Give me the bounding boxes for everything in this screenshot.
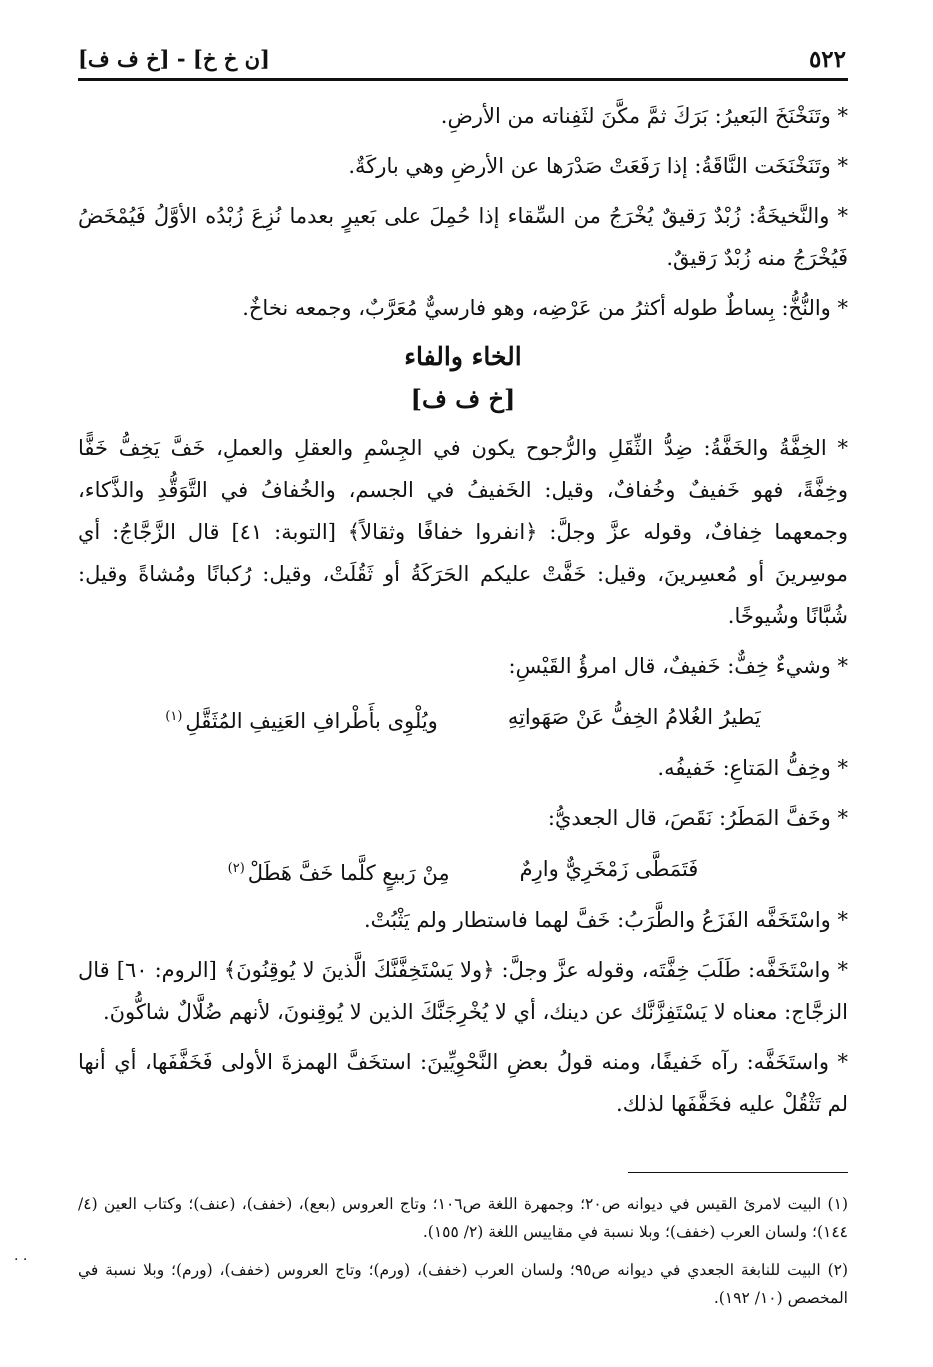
entry-khiffa: * الخِفَّةُ والخَفَّةُ: ضِدُّ الثِّقَلِ والرُّجوح يكون في الجِسْمِ والعقلِ والعملِ، خَفَّ يَخِفُّ خَفًّا وخِفَّةً، فهو خَفيفٌ وخُفافٌ، وقيل: الخَفيفُ في الجسم، والخُفافُ في التَّوَقُّدِ والذَّكاء، وجمعهما خِفافٌ، وقوله عزَّ وجلَّ: ﴿انفروا خفافًا وثقالاً﴾ [التوبة: ٤١] قال الزَّجَّاجُ: أي موسِرينَ أو مُعسِرينَ، وقيل: خَفَّتْ عليكم الحَرَكَةُ أو ثَقُلَتْ، وقيل: رُكبانًا ومُشاةً وقيل: شُبَّانًا وشُيوخًا.	[78, 436, 849, 628]
entry-nukh: * والنُّخُّ: بِساطٌ طوله أكثرُ من عَرْضِه، وهو فارسيٌّ مُعَرَّبٌ، وجمعه نخاخٌ.	[242, 296, 848, 320]
verse-second-text: مِنْ رَبيعٍ كلَّما خَفَّ هَطَلْ	[247, 861, 450, 885]
footnote-marker: (١)	[165, 709, 183, 724]
running-head: [ن خ خ] - [خ ف ف]	[78, 46, 270, 71]
verse-second-hemistich	[228, 847, 450, 895]
entry-shay-khiff: * وشيءٌ خِفٌّ: خَفيفٌ، قال امرؤُ القَيْسِ:	[508, 654, 848, 678]
verse-second-hemistich	[165, 695, 438, 743]
footnote-2: (٢) البيت للنابغة الجعدي في ديوانه ص٩٥؛ ولسان العرب (خفف)، (ورم)؛ وتاج العروس (خفف)، (ورم)؛ وبلا نسبة في المخصص (١٠/ ١٩٢).	[78, 1261, 849, 1307]
verse-jaadi	[78, 847, 848, 895]
section-title: الخاء والفاء	[404, 342, 522, 371]
margin-mark: . .	[14, 1248, 28, 1264]
entry-tanakhnakhat-naqa: * وتَنَخْنَخَت النَّاقَةُ: إذا رَفَعَتْ صَدْرَها عن الأرضِ وهي باركَةٌ.	[348, 154, 848, 178]
footnote-1: (١) البيت لامرئ القيس في ديوانه ص٢٠؛ وجمهرة اللغة ص١٠٦؛ وتاج العروس (بعع)، (خفف)، (عنف)؛ وكتاب العين (٤/ ١٤٤)؛ ولسان العرب (خفف)؛ وبلا نسبة في مقاييس اللغة (٢/ ١٥٥).	[78, 1195, 848, 1241]
verse-first-hemistich: فَتَمَطَّى زَمْخَرِيٌّ وارِمٌ	[519, 857, 699, 881]
footnote-marker: (٢)	[227, 861, 245, 876]
footnotes	[78, 1190, 848, 1322]
entry-istakhaffahu-raahu: * واستَخَفَّه: رآه خَفيفًا، ومنه قولُ بعضِ النَّحْوِيِّينَ: استخَفَّ الهمزةَ الأولى فَخَفَّفَها، أي أنها لم تَثْقُلْ عليه فخَفَّفَها لذلك.	[78, 1050, 848, 1116]
verse-imru-al-qays	[78, 695, 848, 743]
header-rule	[78, 78, 848, 81]
page-number: ٥٢٢	[808, 46, 846, 73]
entry-istakhaffahu-talaba: * واسْتَخَفَّه: طَلَبَ خِفَّتَه، وقوله عزَّ وجلَّ: ﴿ولا يَسْتَخِفَّنَّكَ الَّذينَ لا يُوقِنُونَ﴾ [الروم: ٦٠] قال الزجَّاج: معناه لا يَسْتَفِزَّنَّك عن دينك، أي لا يُخْرِجَنَّكَ الذين لا يُوقِنونَ، لأنهم ضُلَّالٌ شاكُّونَ.	[78, 958, 848, 1024]
entry-khiff-mataa: * وخِفُّ المَتاعِ: خَفيفُه.	[657, 756, 848, 780]
verse-second-text: ويُلْوِى بأَطْرافِ العَنِيفِ المُثَقَّلِ	[185, 709, 438, 733]
page-header	[78, 40, 846, 80]
entry-nakheekha: * والنَّخيخَةُ: زُبْدٌ رَقيقٌ يُخْرَجُ من السِّقاء إذا حُمِلَ على بَعيرٍ بعدما نُزِعَ زُبْدُه الأوَّلُ فَيُمْخَضُ فَيُخْرَجُ منه زُبْدٌ رَقيقٌ.	[78, 204, 848, 270]
footnote-rule	[628, 1172, 848, 1173]
verse-first-hemistich: يَطيرُ الغُلامُ الخِفُّ عَنْ صَهَواتِهِ	[507, 705, 761, 729]
entry-tanakhnakha-baeer: * وتَنَخْنَخَ البَعيرُ: بَرَكَ ثمَّ مكَّنَ لثَفِناته من الأرضِ.	[440, 104, 848, 128]
root-title: [خ ف ف]	[410, 384, 516, 413]
entry-khaffa-matar: * وخَفَّ المَطَرُ: نَقَصَ، قال الجعديُّ:	[547, 806, 848, 830]
page-body	[78, 95, 848, 1133]
entry-istakhaffahu-fazaa: * واسْتَخَفَّه الفَزَعُ والطَّرَبُ: خَفَّ لهما فاستطار ولم يَثْبُتْ.	[363, 908, 848, 932]
